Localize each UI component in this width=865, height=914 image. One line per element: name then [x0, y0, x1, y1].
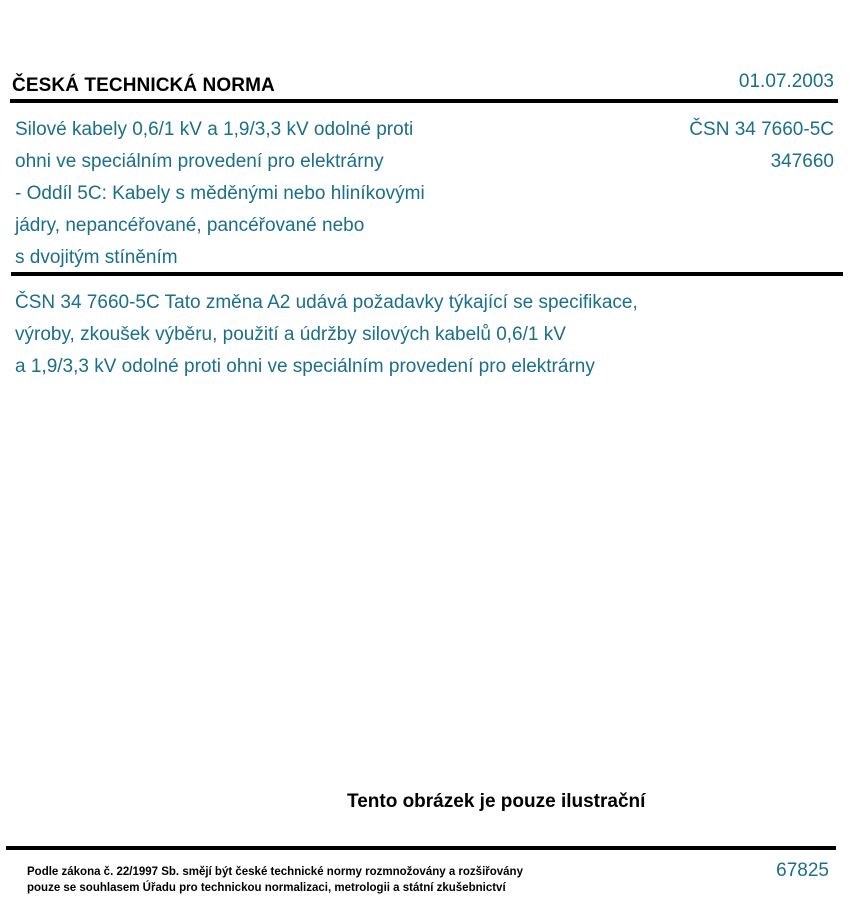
bottom-divider: [6, 846, 836, 850]
class-number: 347660: [770, 151, 834, 172]
standard-description: [15, 287, 815, 383]
illustration-note: Tento obrázek je pouze ilustrační: [347, 791, 646, 812]
standard-title-line: ohni ve speciálním provedení pro elektrárny: [15, 151, 384, 172]
legal-notice: [27, 864, 523, 896]
legal-line: pouze se souhlasem Úřadu pro technickou normalizaci, metrologii a státní zkušebnictví: [27, 882, 506, 894]
standard-title-line: Silové kabely 0,6/1 kV a 1,9/3,3 kV odolné proti: [15, 119, 414, 140]
norm-title: ČESKÁ TECHNICKÁ NORMA: [12, 75, 275, 96]
standard-designation: ČSN 34 7660-5C: [689, 119, 834, 140]
description-line: výroby, zkoušek výběru, použití a údržby silových kabelů 0,6/1 kV: [15, 324, 566, 345]
standard-title-line: s dvojitým stíněním: [15, 247, 178, 268]
top-divider: [10, 99, 838, 103]
standard-title-line: jádry, nepancéřované, pancéřované nebo: [15, 215, 365, 236]
middle-divider: [11, 272, 843, 276]
standard-title: [15, 114, 535, 274]
standard-identifiers: [689, 114, 834, 178]
legal-line: Podle zákona č. 22/1997 Sb. smějí být české technické normy rozmnožovány a rozšiřovány: [27, 866, 523, 878]
description-line: a 1,9/3,3 kV odolné proti ohni ve speciálním provedení pro elektrárny: [15, 356, 595, 377]
description-line: ČSN 34 7660-5C Tato změna A2 udává požadavky týkající se specifikace,: [15, 292, 638, 313]
catalog-number: 67825: [776, 860, 829, 881]
standard-title-line: - Oddíl 5C: Kabely s měděnými nebo hliníkovými: [15, 183, 425, 204]
publication-date: 01.07.2003: [738, 71, 834, 92]
